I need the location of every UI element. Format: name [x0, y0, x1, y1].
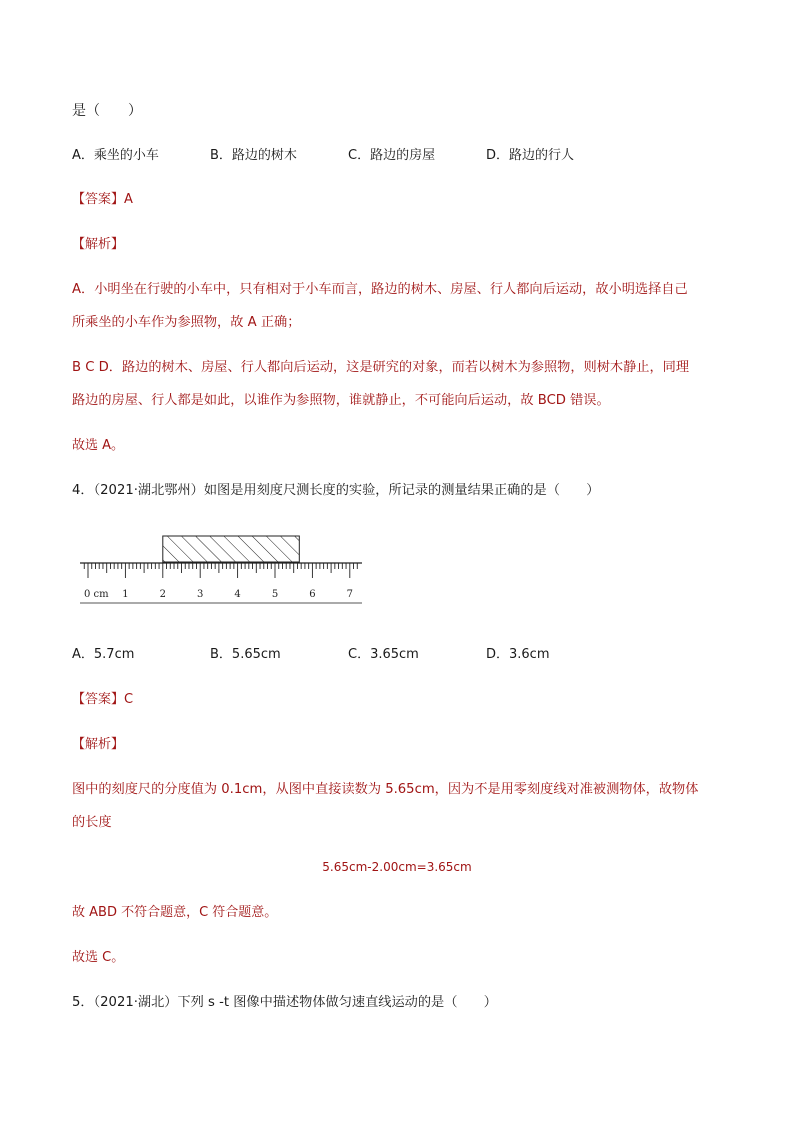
q4-option-c: C．3.65cm: [348, 647, 419, 662]
q3-analysis-bcd-line1: B C D．路边的树木、房屋、行人都向后运动，这是研究的对象，而若以树木为参照物，则树木静止，同理: [72, 360, 690, 375]
q4-option-d: D．3.6cm: [486, 647, 550, 662]
ruler-tick-label: 1: [122, 589, 129, 600]
ruler-tick-label: 6: [309, 589, 316, 600]
q4-option-a: A．5.7cm: [72, 647, 135, 662]
ruler-figure: [80, 534, 366, 610]
q3-option-c: C．路边的房屋: [348, 148, 436, 163]
q4-conclusion2: 故选 C。: [72, 950, 125, 965]
q4-answer: 【答案】C: [72, 692, 134, 707]
ruler-tick-label: 3: [197, 589, 204, 600]
q4-conclusion1: 故 ABD 不符合题意，C 符合题意。: [72, 905, 278, 920]
ruler-tick-label: 0 cm: [84, 589, 109, 600]
q3-conclusion: 故选 A。: [72, 438, 125, 453]
q3-analysis-a-line1: A．小明坐在行驶的小车中，只有相对于小车而言，路边的树木、房屋、行人都向后运动，故小明选择自己: [72, 282, 688, 297]
q3-analysis-bcd-line2: 路边的房屋、行人都是如此，以谁作为参照物，谁就静止，不可能向后运动，故 BCD 错误。: [72, 393, 610, 408]
q4-formula: 5.65cm-2.00cm=3.65cm: [322, 860, 472, 874]
q4-option-b: B．5.65cm: [210, 647, 281, 662]
q4-analysis-label: 【解析】: [72, 737, 125, 752]
q3-option-d: D．路边的行人: [486, 148, 575, 163]
q4-analysis-line2: 的长度: [72, 815, 112, 830]
measured-object: [163, 536, 300, 562]
q3-analysis-a-line2: 所乘坐的小车作为参照物，故 A 正确；: [72, 315, 301, 330]
q4-stem: 4．（2021·湖北鄂州）如图是用刻度尺测长度的实验，所记录的测量结果正确的是（ ）: [72, 483, 600, 498]
ruler-tick-label: 7: [346, 589, 353, 600]
ruler-body: [80, 563, 362, 603]
q3-analysis-label: 【解析】: [72, 237, 125, 252]
q5-stem: 5．（2021·湖北）下列 s -t 图像中描述物体做匀速直线运动的是（ ）: [72, 995, 497, 1010]
ruler-diagram: [80, 534, 366, 610]
q3-answer: 【答案】A: [72, 192, 133, 207]
q3-option-b: B．路边的树木: [210, 148, 297, 163]
ruler-tick-label: 4: [234, 589, 241, 600]
ruler-tick-label: 5: [271, 589, 279, 600]
q4-analysis-line1: 图中的刻度尺的分度值为 0.1cm，从图中直接读数为 5.65cm，因为不是用零刻度线对准被测物体，故物体: [72, 782, 699, 797]
q3-option-a: A．乘坐的小车: [72, 148, 159, 163]
q3-stem-tail: 是（ ）: [72, 103, 142, 119]
ruler-tick-label: 2: [159, 589, 166, 600]
